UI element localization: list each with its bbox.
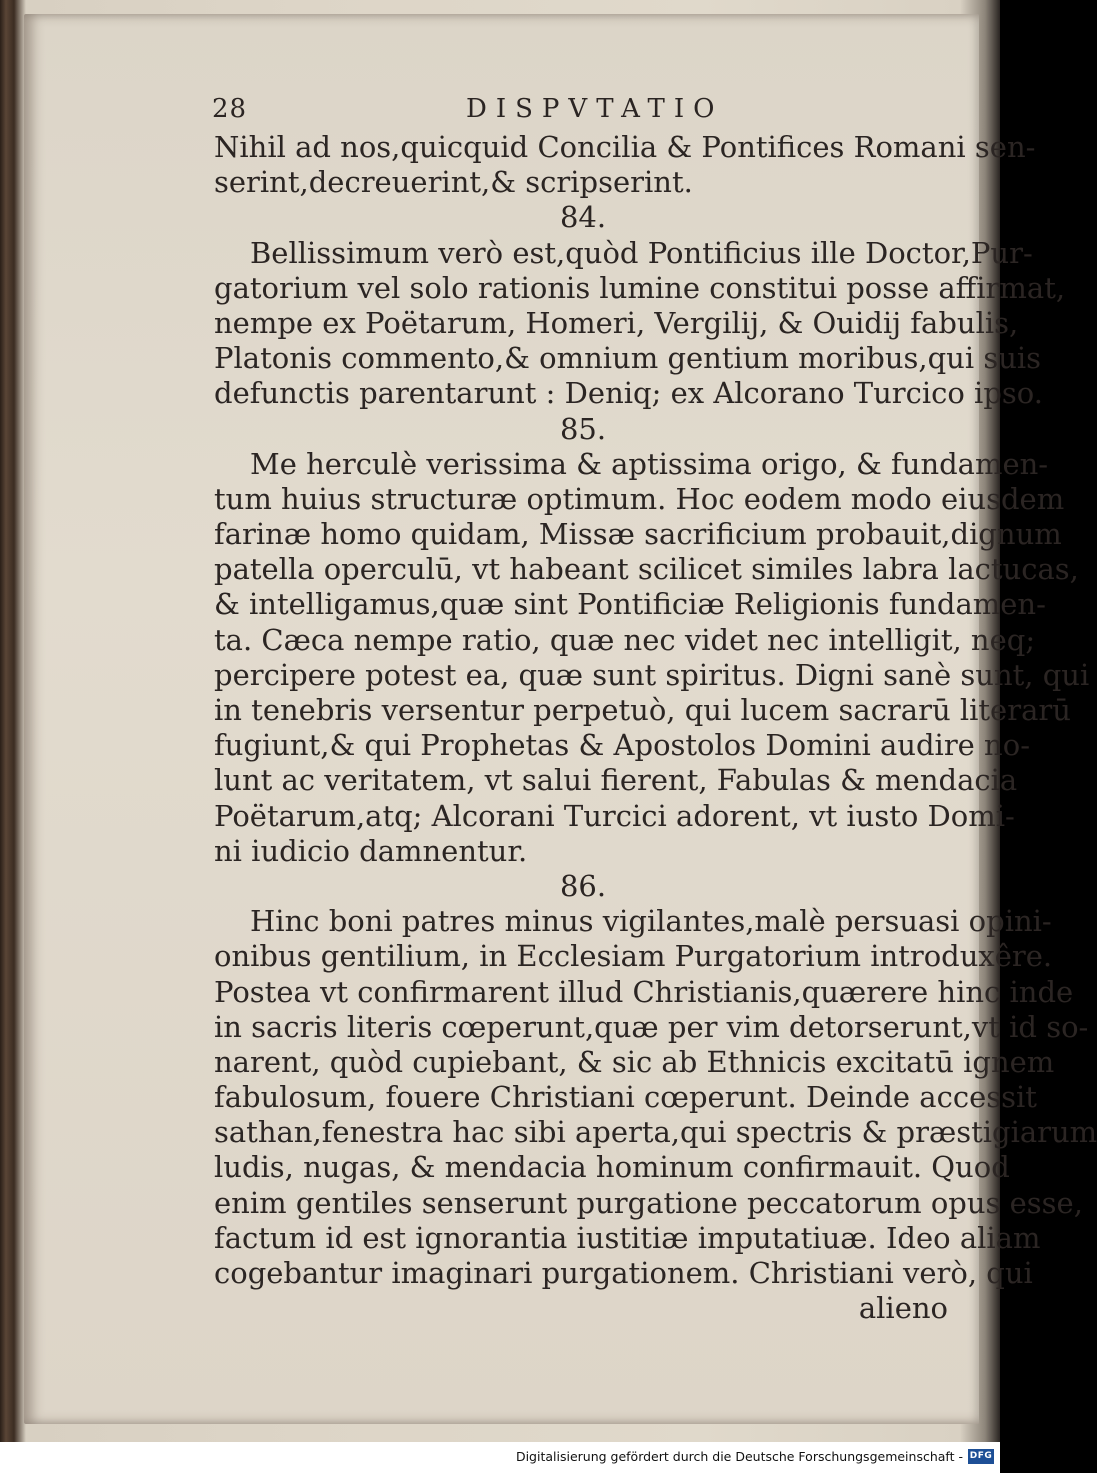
text-line: ta. Cæca nempe ratio, quæ nec videt nec intelligit, neq; bbox=[214, 622, 1036, 657]
text-line: sathan,fenestra hac sibi aperta,qui spectris & præstigiarum bbox=[214, 1115, 1097, 1150]
text-line: in sacris literis cœperunt,quæ per vim detorserunt,vt id so- bbox=[214, 1009, 1089, 1044]
text-lines bbox=[214, 130, 1097, 1326]
credit-text: Digitalisierung gefördert durch die Deutsche Forschungsgemeinschaft - bbox=[515, 1449, 963, 1464]
text-line: Me herculè verissima & aptissima origo, & fundamen- bbox=[250, 446, 1049, 481]
text-line: onibus gentilium, in Ecclesiam Purgatorium introduxêre. bbox=[214, 939, 1053, 974]
text-line: defunctis parentarunt : Deniq; ex Alcorano Turcico ipso. bbox=[214, 376, 1043, 411]
text-line: Postea vt confirmarent illud Christianis,quærere hinc inde bbox=[214, 974, 1074, 1009]
text-line: farinæ homo quidam, Missæ sacrificium probauit,dignum bbox=[214, 517, 1062, 552]
section-number: 86. bbox=[559, 868, 607, 903]
catchword: alieno bbox=[858, 1291, 948, 1326]
text-line: factum id est ignorantia iustitiæ imputatiuæ. Ideo aliam bbox=[214, 1220, 1041, 1255]
text-line: lunt ac veritatem, vt salui fierent, Fabulas & mendacia bbox=[214, 763, 1018, 798]
text-line: Poëtarum,atq; Alcorani Turcici adorent, vt iusto Domi- bbox=[214, 798, 1015, 833]
text-line: nempe ex Poëtarum, Homeri, Vergilij, & Ouidij fabulis, bbox=[214, 305, 1019, 340]
text-line: ni iudicio damnentur. bbox=[214, 833, 528, 868]
text-line: Hinc boni patres minus vigilantes,malè persuasi opini- bbox=[250, 904, 1052, 939]
text-line: gatorium vel solo rationis lumine constitui posse affirmat, bbox=[214, 270, 1066, 305]
text-line: ludis, nugas, & mendacia hominum confirmauit. Quod bbox=[214, 1150, 1010, 1185]
text-line: cogebantur imaginari purgationem. Christiani verò, qui bbox=[214, 1256, 1033, 1290]
text-line: Platonis commento,& omnium gentium moribus,qui suis bbox=[214, 341, 1042, 376]
page-number: 28 bbox=[212, 94, 248, 124]
page-header bbox=[214, 90, 952, 130]
text-line: enim gentiles senserunt purgatione peccatorum opus esse, bbox=[214, 1185, 1083, 1220]
text-line: tum huius structuræ optimum. Hoc eodem modo eiusdem bbox=[214, 481, 1065, 516]
text-line: Bellissimum verò est,quòd Pontificius ille Doctor,Pur- bbox=[250, 235, 1033, 270]
text-line: fabulosum, fouere Christiani cœperunt. Deinde accessit bbox=[214, 1080, 1037, 1115]
text-line: patella operculū, vt habeant scilicet similes labra lactucas, bbox=[214, 552, 1079, 587]
text-line: fugiunt,& qui Prophetas & Apostolos Domini audire no- bbox=[214, 728, 1030, 763]
dfg-logo-icon: DFG bbox=[968, 1449, 994, 1464]
text-line: percipere potest ea, quæ sunt spiritus. Digni sanè sunt, qui bbox=[214, 657, 1090, 692]
text-line: Nihil ad nos,quicquid Concilia & Pontifices Romani sen- bbox=[214, 130, 1036, 164]
text-line: serint,decreuerint,& scripserint. bbox=[214, 165, 693, 200]
text-line: in tenebris versentur perpetuò, qui lucem sacrarū literarū bbox=[214, 693, 1071, 727]
text-line: narent, quòd cupiebant, & sic ab Ethnicis excitatū ignem bbox=[214, 1044, 1055, 1079]
funding-credit bbox=[516, 1449, 994, 1464]
section-number: 84. bbox=[559, 200, 607, 235]
digitization-footer bbox=[0, 1442, 1000, 1473]
text-line: & intelligamus,quæ sint Pontificiæ Religionis fundamen- bbox=[214, 587, 1046, 622]
running-title: DISPVTATIO bbox=[466, 94, 724, 124]
section-number: 85. bbox=[559, 411, 607, 446]
page-text bbox=[212, 90, 1097, 1326]
